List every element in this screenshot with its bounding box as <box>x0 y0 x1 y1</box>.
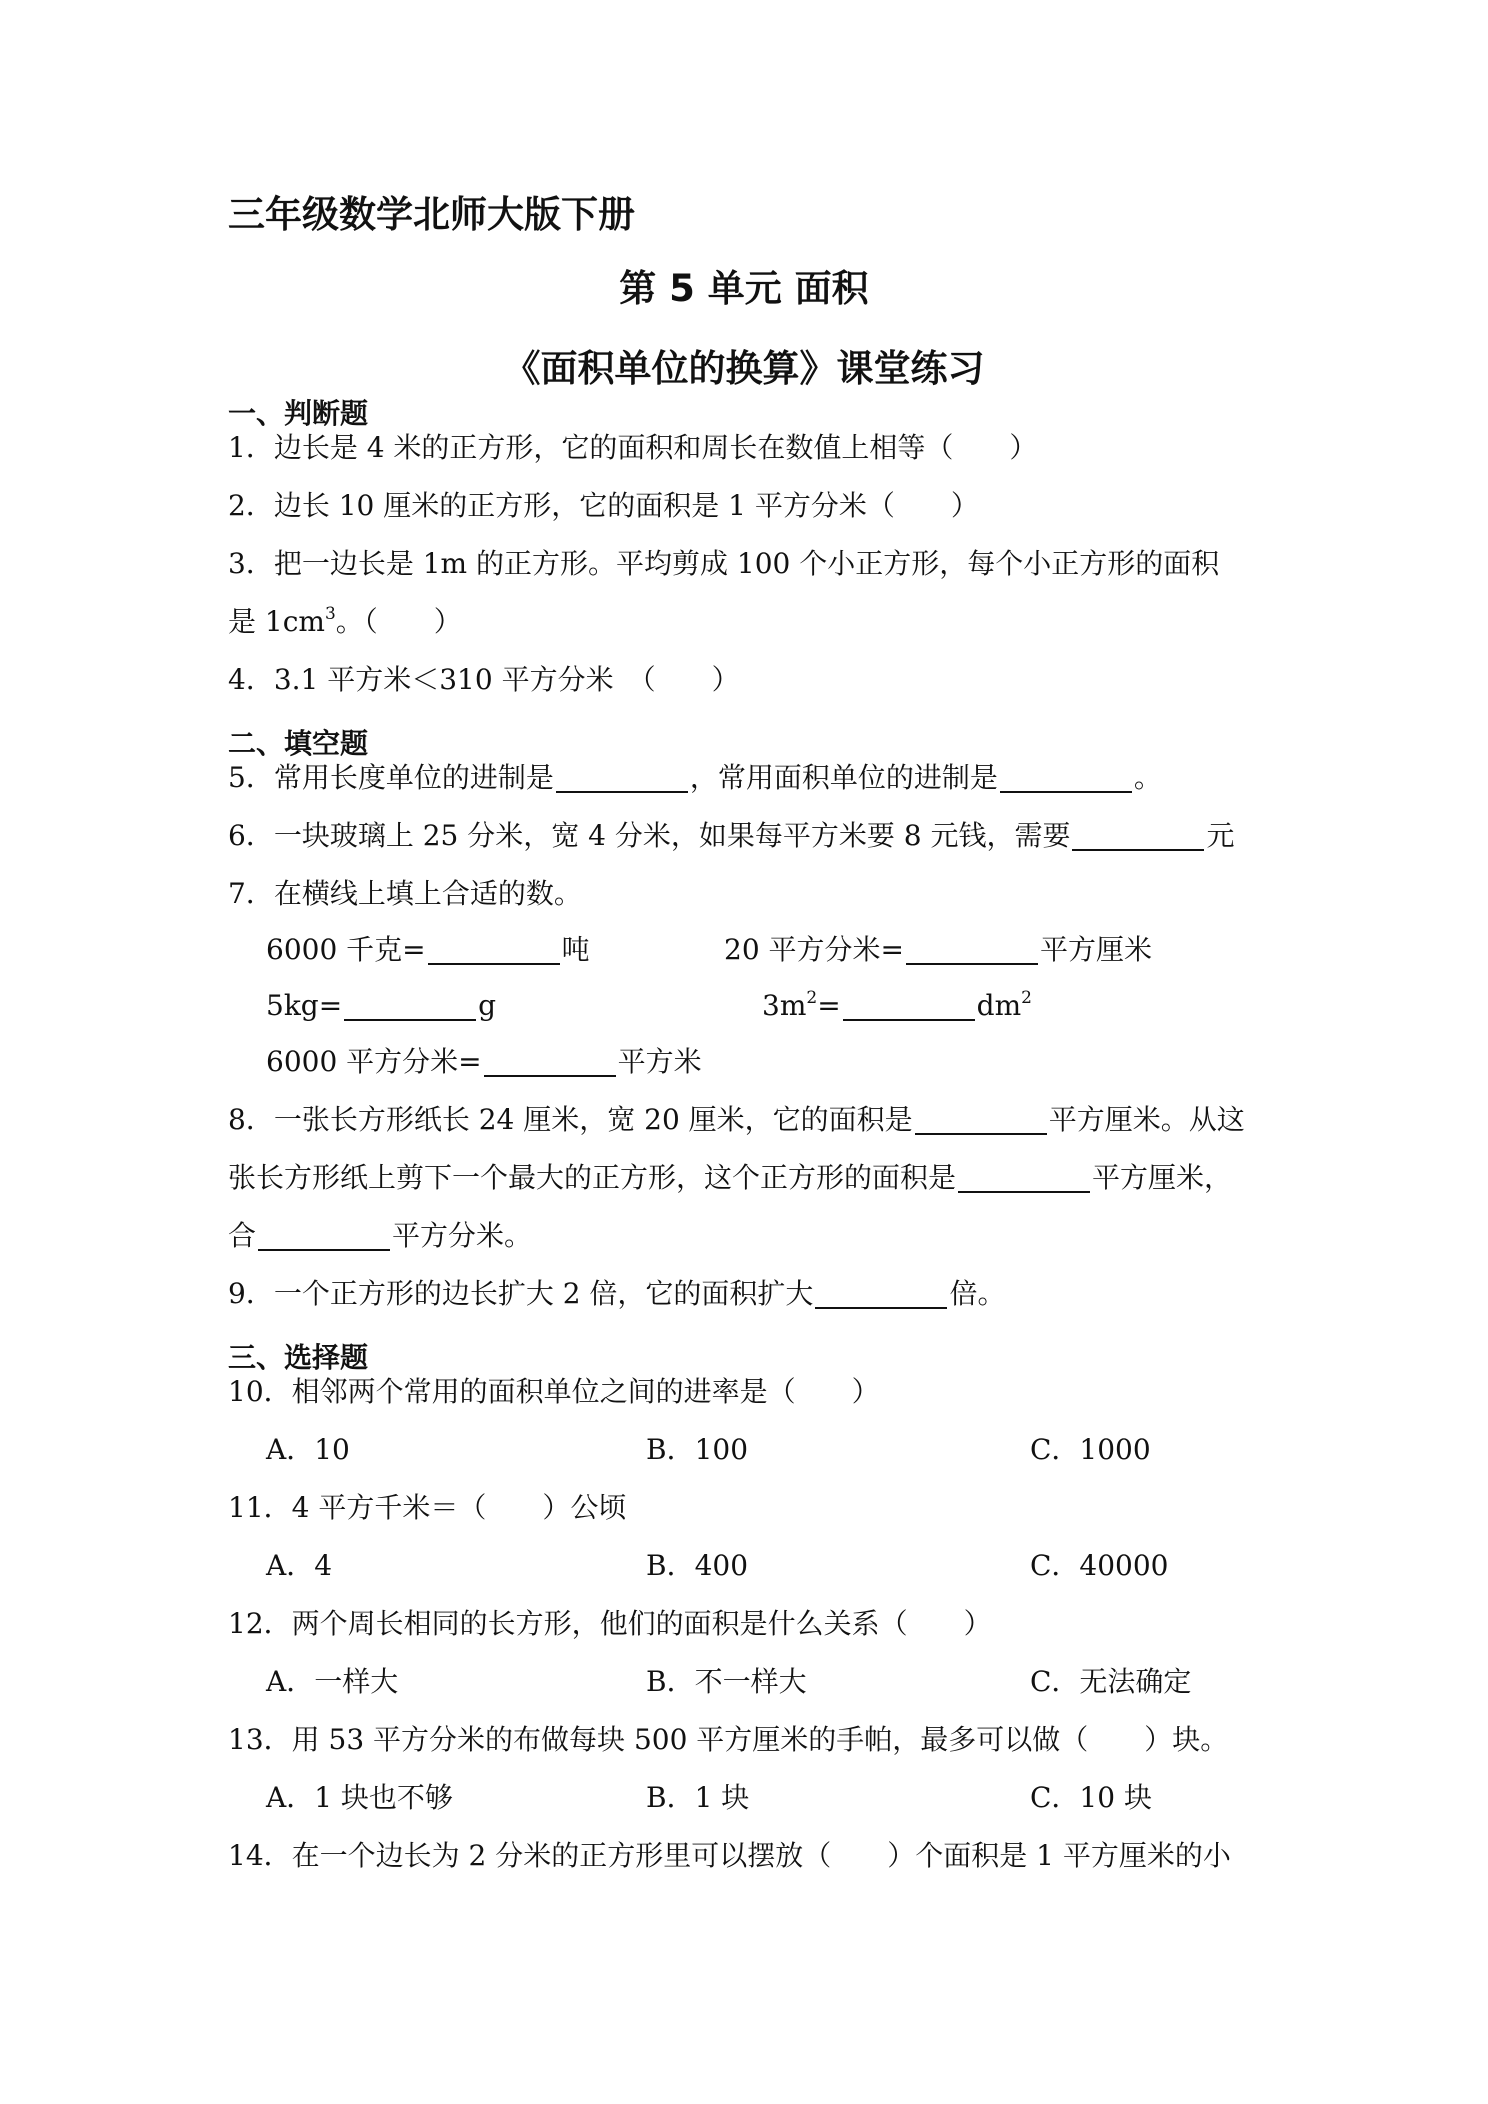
q13-option-c[interactable]: C．10 块 <box>1030 1781 1152 1814</box>
q7-e-unit: 平方米 <box>617 1045 702 1078</box>
q7-c-label: 5kg= <box>266 989 343 1022</box>
question-4: 4．3.1 平方米＜310 平方分米 （ ） <box>228 663 740 696</box>
q7-item-tons <box>266 930 590 970</box>
q9-text-a: 9．一个正方形的边长扩大 2 倍，它的面积扩大 <box>228 1277 814 1310</box>
answer-blank[interactable] <box>484 1045 616 1077</box>
section-fill: 二、填空题 <box>228 727 369 760</box>
q7-d-unit: dm <box>976 989 1022 1022</box>
q7-a-unit: 吨 <box>561 933 590 966</box>
q8-text-a: 8．一张长方形纸长 24 厘米，宽 20 厘米，它的面积是 <box>228 1103 913 1136</box>
q5-text-c: 。 <box>1133 761 1162 794</box>
q7-item-sq-cm <box>724 930 1152 970</box>
unit-title: 第 5 单元 面积 <box>619 267 869 310</box>
answer-blank[interactable] <box>915 1103 1047 1135</box>
q11-option-b[interactable]: B．400 <box>646 1549 749 1582</box>
answer-blank[interactable] <box>556 761 688 793</box>
answer-blank[interactable] <box>958 1161 1090 1193</box>
q8-text-b: 平方厘米。从这 <box>1048 1103 1245 1136</box>
question-7: 7．在横线上填上合适的数。 <box>228 877 582 910</box>
question-3-line-2 <box>228 602 462 642</box>
q10-option-a[interactable]: A．10 <box>266 1433 350 1466</box>
answer-blank[interactable] <box>906 933 1038 965</box>
answer-blank[interactable] <box>258 1219 390 1251</box>
answer-blank[interactable] <box>843 989 975 1021</box>
answer-blank[interactable] <box>1000 761 1132 793</box>
worksheet-title: 三年级数学北师大版下册 <box>228 193 635 236</box>
q7-item-dm2 <box>762 986 1032 1026</box>
q9-text-b: 倍。 <box>949 1277 1006 1310</box>
q12-option-a[interactable]: A．一样大 <box>266 1665 399 1698</box>
lesson-title: 《面积单位的换算》课堂练习 <box>503 347 985 390</box>
q3-superscript: 3 <box>324 604 336 624</box>
question-1: 1．边长是 4 米的正方形，它的面积和周长在数值上相等（ ） <box>228 431 1038 464</box>
q12-option-b[interactable]: B．不一样大 <box>646 1665 807 1698</box>
q5-text-b: ，常用面积单位的进制是 <box>689 761 998 794</box>
q7-d-label: 3m <box>762 989 807 1022</box>
question-8-line-3 <box>228 1216 532 1256</box>
answer-blank[interactable] <box>1072 819 1204 851</box>
q11-option-c[interactable]: C．40000 <box>1030 1549 1169 1582</box>
q7-c-unit: g <box>478 989 497 1022</box>
q8-text-c: 张长方形纸上剪下一个最大的正方形，这个正方形的面积是 <box>228 1161 957 1194</box>
q6-text-b: 元 <box>1206 819 1235 852</box>
question-5 <box>228 758 1162 798</box>
q8-text-e: 合 <box>228 1219 257 1252</box>
question-12: 12．两个周长相同的长方形，他们的面积是什么关系（ ） <box>228 1607 992 1640</box>
q11-option-a[interactable]: A．4 <box>266 1549 333 1582</box>
question-8-line-1 <box>228 1100 1245 1140</box>
q3-text-a: 是 1cm <box>228 605 325 638</box>
question-10: 10．相邻两个常用的面积单位之间的进率是（ ） <box>228 1375 880 1408</box>
q12-option-c[interactable]: C．无法确定 <box>1030 1665 1192 1698</box>
q7-b-label: 20 平方分米= <box>724 933 904 966</box>
q7-d-unit-superscript: 2 <box>1021 988 1032 1008</box>
question-13: 13．用 53 平方分米的布做每块 500 平方厘米的手帕，最多可以做（ ）块。 <box>228 1723 1229 1756</box>
q8-text-f: 平方分米。 <box>392 1219 533 1252</box>
question-3-line-1: 3．把一边长是 1m 的正方形。平均剪成 100 个小正方形，每个小正方形的面积 <box>228 547 1220 580</box>
q5-text-a: 5．常用长度单位的进制是 <box>228 761 554 794</box>
q3-text-b: 。（ ） <box>335 605 462 638</box>
answer-blank[interactable] <box>344 989 476 1021</box>
question-11: 11．4 平方千米＝（ ）公顷 <box>228 1491 627 1524</box>
q7-item-grams <box>266 986 496 1026</box>
question-6 <box>228 816 1235 856</box>
q7-d-equals: = <box>817 989 841 1022</box>
question-9 <box>228 1274 1005 1314</box>
question-14: 14．在一个边长为 2 分米的正方形里可以摆放（ ）个面积是 1 平方厘米的小 <box>228 1839 1231 1872</box>
answer-blank[interactable] <box>815 1277 947 1309</box>
q8-text-d: 平方厘米， <box>1092 1161 1233 1194</box>
q6-text-a: 6．一块玻璃上 25 分米，宽 4 分米，如果每平方米要 8 元钱，需要 <box>228 819 1071 852</box>
q10-option-c[interactable]: C．1000 <box>1030 1433 1151 1466</box>
q13-option-a[interactable]: A．1 块也不够 <box>266 1781 453 1814</box>
question-2: 2．边长 10 厘米的正方形，它的面积是 1 平方分米（ ） <box>228 489 979 522</box>
q7-e-label: 6000 平方分米= <box>266 1045 482 1078</box>
answer-blank[interactable] <box>428 933 560 965</box>
section-choice: 三、选择题 <box>228 1341 369 1374</box>
q10-option-b[interactable]: B．100 <box>646 1433 749 1466</box>
q7-a-label: 6000 千克= <box>266 933 426 966</box>
q13-option-b[interactable]: B．1 块 <box>646 1781 750 1814</box>
q7-d-superscript: 2 <box>806 988 818 1008</box>
question-8-line-2 <box>228 1158 1232 1198</box>
section-judge: 一、判断题 <box>228 397 369 430</box>
q7-item-sq-m <box>266 1042 702 1082</box>
q7-b-unit: 平方厘米 <box>1040 933 1153 966</box>
